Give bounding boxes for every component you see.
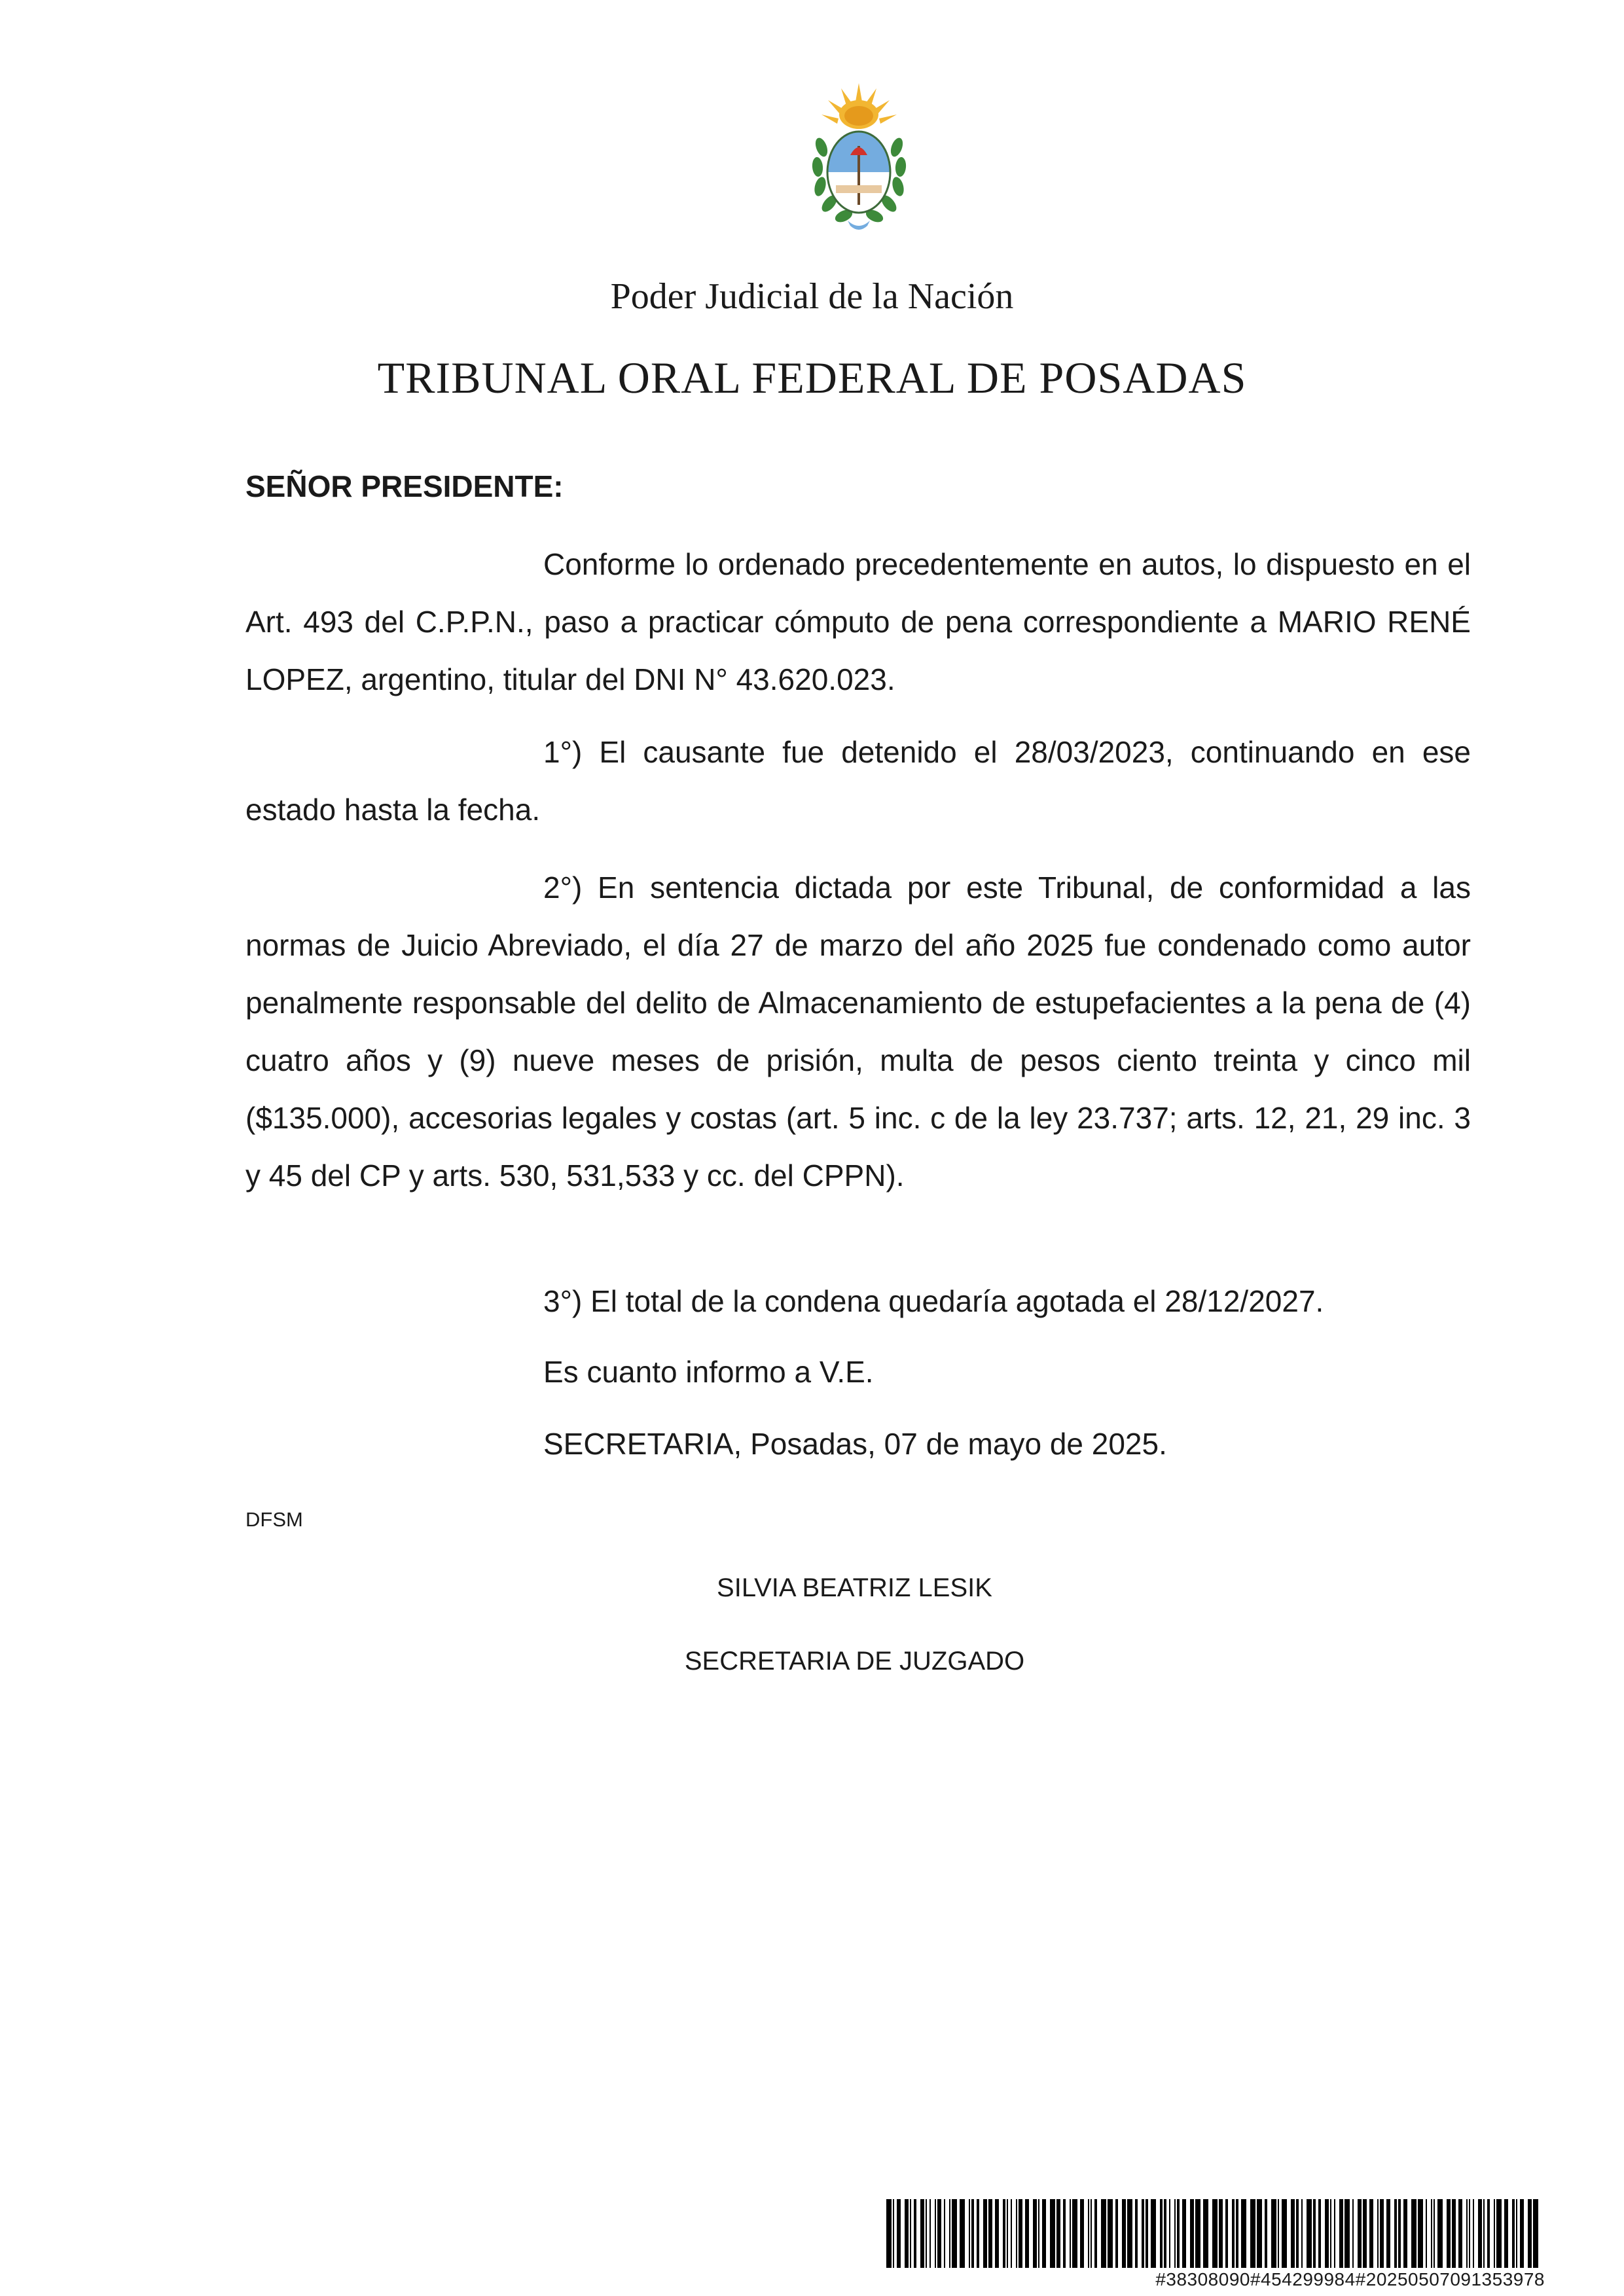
addressee: SEÑOR PRESIDENTE:	[245, 469, 564, 503]
signatory-name: SILVIA BEATRIZ LESIK	[717, 1573, 992, 1602]
barcode-text: #38308090#454299984#20250507091353978	[1155, 2269, 1545, 2289]
signatory-title: SECRETARIA DE JUZGADO	[684, 1647, 1025, 1676]
paragraph-intro: Conforme lo ordenado precedentemente en autos, lo dispuesto en el Art. 493 del C.P.P.N., paso a practicar cómputo de pena correspondiente a MARIO RENÉ LOPEZ, argentino, titular del DNI N° 43.620.023.	[245, 547, 1471, 696]
paragraph-closing: Es cuanto informo a V.E.	[543, 1355, 874, 1389]
paragraph-total: 3°) El total de la condena quedaría agotada el 28/12/2027.	[543, 1284, 1324, 1318]
clerk-initials: DFSM	[245, 1508, 303, 1531]
institution-name: Poder Judicial de la Nación	[610, 276, 1014, 317]
coat-of-arms-icon	[808, 82, 910, 236]
paragraph-detention: 1°) El causante fue detenido el 28/03/2023, continuando en ese estado hasta la fecha.	[245, 735, 1471, 827]
paragraph-sentence: 2°) En sentencia dictada por este Tribunal, de conformidad a las normas de Juicio Abreviado, el día 27 de marzo del año 2025 fue condenado como autor penalmente responsable del delito de Almacenamiento de estupefacientes a la pena de (4) cuatro años y (9) nueve meses de prisión, multa de pesos ciento treinta y cinco mil ($135.000), accesorias legales y costas (art. 5 inc. c de la ley 23.737; arts. 12, 21, 29 inc. 3 y 45 del CP y arts. 530, 531,533 y cc. del CPPN).	[245, 870, 1471, 1193]
barcode	[884, 2199, 1545, 2268]
place-date: SECRETARIA, Posadas, 07 de mayo de 2025.	[543, 1427, 1167, 1461]
court-name: TRIBUNAL ORAL FEDERAL DE POSADAS	[377, 353, 1247, 403]
